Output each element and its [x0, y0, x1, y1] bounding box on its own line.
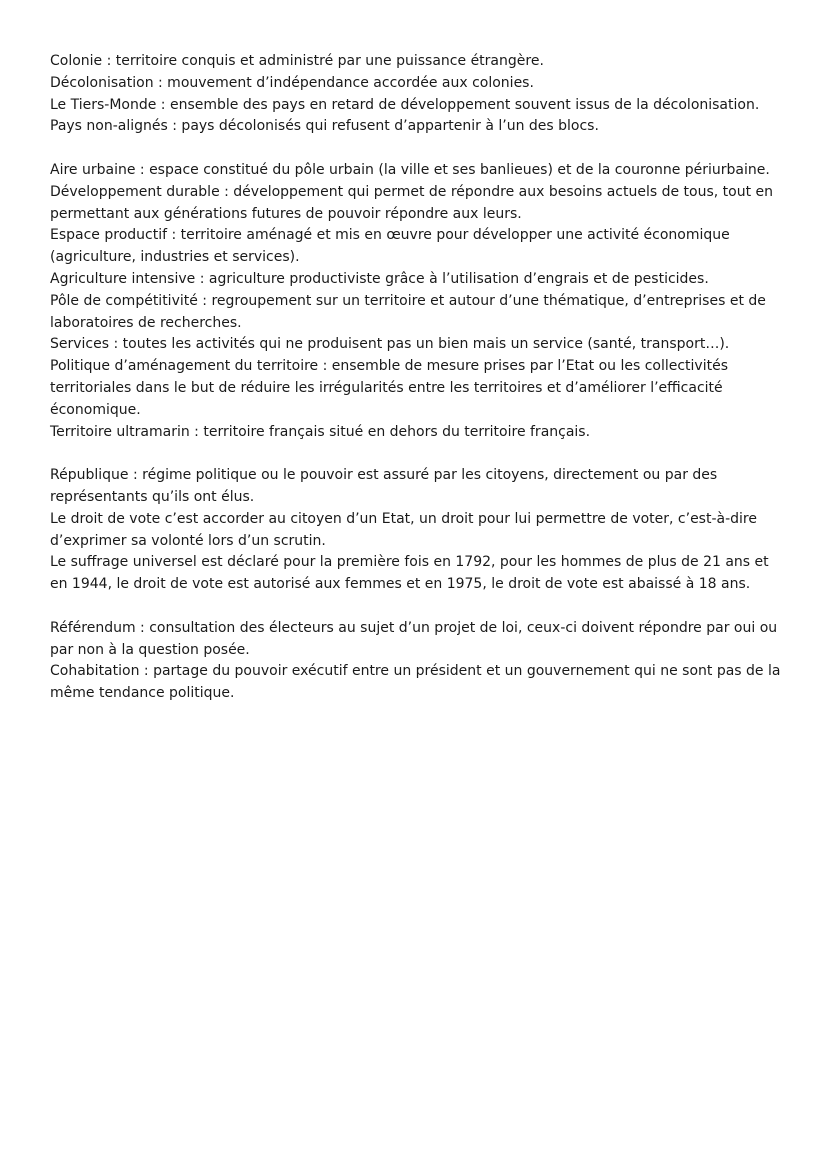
- definition-territoire-ultramarin: Territoire ultramarin : territoire français situé en dehors du territoire français.: [50, 423, 591, 440]
- section-geographie: [50, 160, 785, 443]
- definition-suffrage-universel: Le suffrage universel est déclaré pour la première fois en 1792, pour les hommes de plus de 21 ans et en 1944, le droit de vote est autorisé aux femmes et en 1975, le droit de vote est abaissé à 18 ans.: [50, 554, 769, 593]
- definition-droit-de-vote: Le droit de vote c’est accorder au citoyen d’un Etat, un droit pour lui permettre de voter, c’est-à-dire d’exprimer sa volonté lors d’un scrutin.: [50, 510, 757, 549]
- section-citoyennete: [50, 465, 785, 596]
- section-institutions: [50, 618, 785, 705]
- definition-republique: République : régime politique ou le pouvoir est assuré par les citoyens, directement ou par des représentants qu’ils ont élus.: [50, 467, 718, 505]
- definition-pole-de-competitivite: Pôle de compétitivité : regroupement sur un territoire et autour d’une thématique, d’entreprises et de laboratoires de recherches.: [50, 292, 766, 331]
- document-page: [50, 51, 785, 727]
- definition-agriculture-intensive: Agriculture intensive : agriculture productiviste grâce à l’utilisation d’engrais et de pesticides.: [50, 270, 709, 287]
- definition-decolonisation: Décolonisation : mouvement d’indépendance accordée aux colonies.: [50, 74, 534, 91]
- definition-espace-productif: Espace productif : territoire aménagé et mis en œuvre pour développer une activité économique (agriculture, industries et services).: [50, 227, 730, 266]
- definition-developpement-durable: Développement durable : développement qui permet de répondre aux besoins actuels de tous, tout en permettant aux générations futures de pouvoir répondre aux leurs.: [50, 183, 774, 222]
- definition-cohabitation: Cohabitation : partage du pouvoir exécutif entre un président et un gouvernement qui ne sont pas de la même tendance politique.: [50, 663, 781, 702]
- definition-colonie: Colonie : territoire conquis et administré par une puissance étrangère.: [50, 53, 544, 69]
- definition-politique-amenagement: Politique d’aménagement du territoire : ensemble de mesure prises par l’Etat ou les collectivités territoriales dans le but de réduire les irrégularités entre les territoires et d’améliorer l’efficacité économique.: [50, 358, 729, 418]
- definition-tiers-monde: Le Tiers-Monde : ensemble des pays en retard de développement souvent issus de la décolonisation.: [50, 96, 760, 113]
- section-decolonisation: [50, 51, 785, 138]
- definition-aire-urbaine: Aire urbaine : espace constitué du pôle urbain (la ville et ses banlieues) et de la couronne périurbaine.: [50, 161, 770, 178]
- definition-pays-non-alignes: Pays non-alignés : pays décolonisés qui refusent d’appartenir à l’un des blocs.: [50, 118, 599, 135]
- definition-services: Services : toutes les activités qui ne produisent pas un bien mais un service (santé, transport…).: [50, 336, 730, 353]
- definition-referendum: Référendum : consultation des électeurs au sujet d’un projet de loi, ceux-ci doivent répondre par oui ou par non à la question posée.: [50, 619, 778, 658]
